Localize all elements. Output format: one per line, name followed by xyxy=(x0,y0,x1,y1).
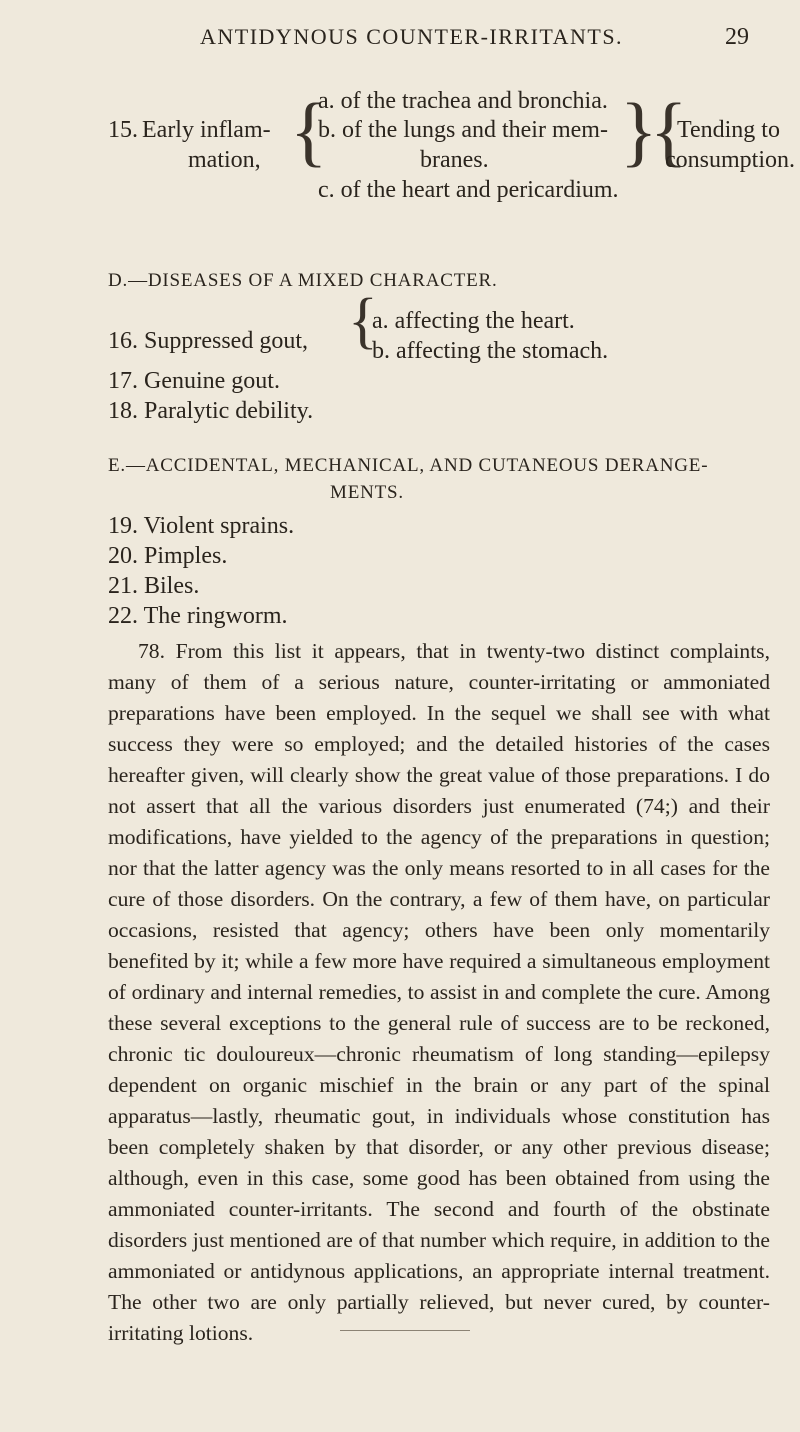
list-item-19: 19. Violent sprains. xyxy=(108,513,295,539)
list-item-21: 21. Biles. xyxy=(108,573,200,599)
list-item-16: 16. Suppressed gout, xyxy=(108,328,308,354)
divider-rule xyxy=(340,1330,470,1331)
item-15-sub-b-line1: b. of the lungs and their mem- xyxy=(318,117,608,143)
left-brace-icon: { xyxy=(348,287,378,355)
page-header xyxy=(0,24,800,64)
list-item-16-sub-b: b. affecting the stomach. xyxy=(372,338,609,364)
item-15-sub-b-line2: branes. xyxy=(420,147,489,173)
item-15-sub-c: c. of the heart and pericardium. xyxy=(318,177,619,203)
list-item-16-sub-a: a. affecting the heart. xyxy=(372,308,575,334)
left-brace-icon: { xyxy=(650,87,688,174)
left-brace-icon: { xyxy=(290,87,328,174)
list-item-22: 22. The ringworm. xyxy=(108,603,288,629)
list-item-20: 20. Pimples. xyxy=(108,543,228,569)
running-title: ANTIDYNOUS COUNTER-IRRITANTS. xyxy=(200,24,624,49)
section-d-heading: D.—DISEASES OF A MIXED CHARACTER. xyxy=(108,270,498,291)
section-e-heading-line1: E.—ACCIDENTAL, MECHANICAL, AND CUTANEOUS DERANGE- xyxy=(108,455,709,476)
list-item-17: 17. Genuine gout. xyxy=(108,368,280,394)
body-paragraph-78: 78. From this list it appears, that in twenty-two distinct complaints, many of them of a serious nature, counter-irritating or ammoniated preparations have been employed. In the sequel we shall see with what success they were so employed; and the detailed histories of the cases hereafter given, will clearly show the great value of those preparations. I do not assert that all the various disorders just enumerated (74;) and their modifications, have yielded to the agency of the preparations in question; nor that the latter agency was the only means resorted to in all cases for the cure of those disorders. On the contrary, a few of them have, on particular occasions, resisted that agency; others have been only momentarily benefited by it; while a few more have required a simultaneous employment of ordinary and internal remedies, to assist in and complete the cure. Among these several exceptions to the general rule of success are to be reckoned, chronic tic douloureux—chronic rheumatism of long standing—epilepsy dependent on organic mischief in the brain or any part of the spinal apparatus—lastly, rheumatic gout, in individuals whose constitution has been completely shaken by that disorder, or any other previous disease; although, even in this case, some good has been obtained from using the ammoniated counter-irritants. The second and fourth of the obstinate disorders just mentioned are of that number which require, in addition to the ammoniated or antidynous applications, an appropriate internal treatment. The other two are only partially relieved, but never cured, by counter-irritating lotions. xyxy=(108,639,770,1345)
list-item-18: 18. Paralytic debility. xyxy=(108,398,314,424)
item-15-name-line1: Early inflam- xyxy=(142,117,271,143)
tending-line2: consumption. xyxy=(665,147,795,173)
right-brace-icon: } xyxy=(620,87,658,174)
item-15-name-line2: mation, xyxy=(188,147,261,173)
item-15-number: 15. xyxy=(108,117,138,143)
item-15-block xyxy=(0,80,800,220)
tending-line1: Tending to xyxy=(677,117,780,143)
item-15-sub-a: a. of the trachea and bronchia. xyxy=(318,88,608,114)
page-number: 29 xyxy=(725,24,749,50)
section-e-heading-line2: MENTS. xyxy=(330,482,404,503)
